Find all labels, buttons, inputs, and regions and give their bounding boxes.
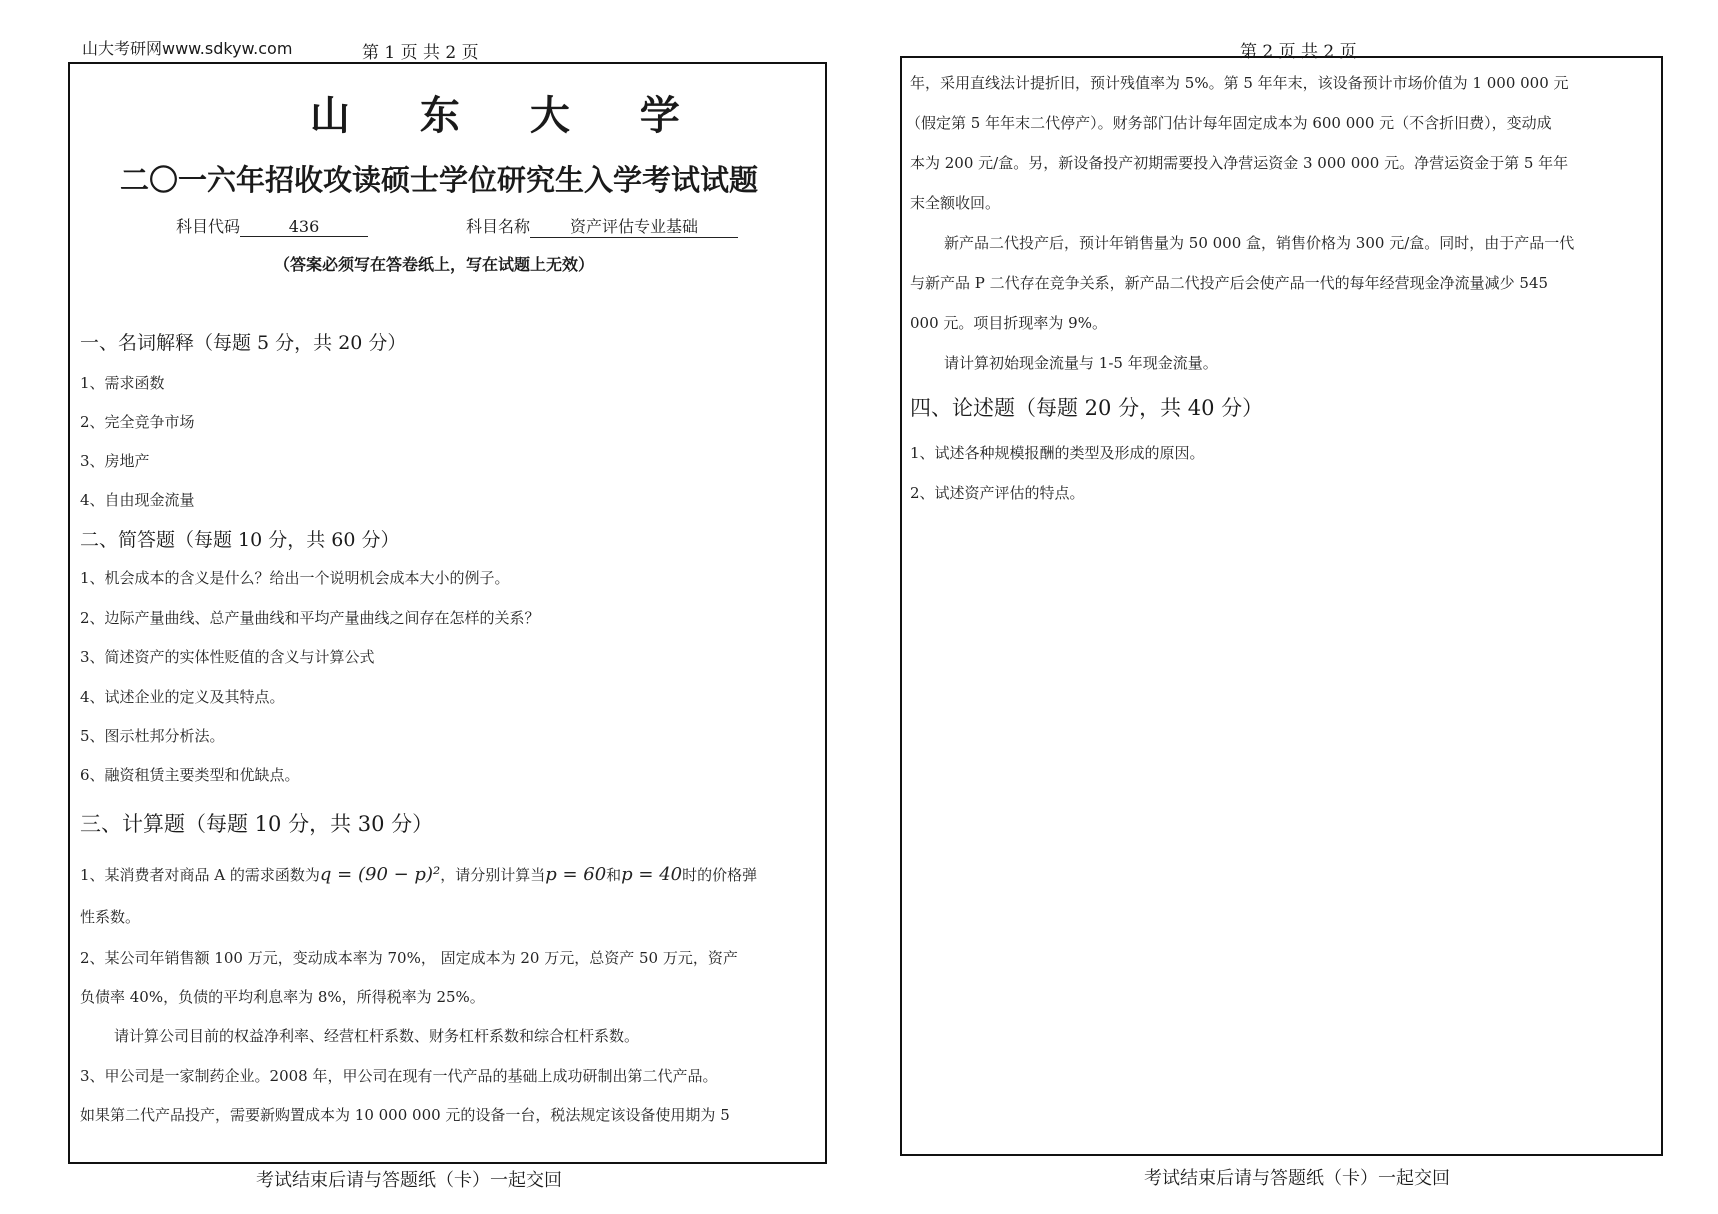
list-item: 4、试述企业的定义及其特点。 (80, 688, 285, 706)
university-title: 山 东 大 学 (310, 92, 708, 139)
question-3-3-line: 年，采用直线法计提折旧，预计残值率为 5%。第 5 年年末，该设备预计市场价值为 1 000 000 元 (910, 74, 1569, 92)
page-indicator-2: 第 2 页 共 2 页 (1240, 42, 1357, 62)
site-url: 山大考研网www.sdkyw.com (82, 39, 293, 58)
list-item: 3、简述资产的实体性贬值的含义与计算公式 (80, 648, 375, 666)
question-3-2-cont: 负债率 40%，负债的平均利息率为 8%，所得税率为 25%。 (80, 988, 485, 1006)
list-item: 2、完全竞争市场 (80, 413, 195, 431)
question-3-2: 2、某公司年销售额 100 万元，变动成本率为 70%， 固定成本为 20 万元，总资产 50 万元，资产 (80, 949, 738, 967)
q1-text: 时的价格弹 (682, 866, 758, 884)
q1-text: 和 (606, 866, 622, 884)
section-2-heading: 二、简答题（每题 10 分，共 60 分） (80, 529, 400, 551)
exam-page-2 (900, 56, 1663, 1156)
section-4-heading: 四、论述题（每题 20 分，共 40 分） (910, 396, 1264, 420)
list-item: 1、试述各种规模报酬的类型及形成的原因。 (910, 444, 1205, 462)
subject-code-label: 科目代码 (176, 217, 241, 236)
question-3-1-cont: 性系数。 (80, 908, 141, 926)
list-item: 5、图示杜邦分析法。 (80, 727, 225, 745)
exam-subtitle: 二〇一六年招收攻读硕士学位研究生入学考试试题 (120, 163, 759, 197)
exam-page-1 (68, 62, 827, 1164)
list-item: 1、需求函数 (80, 374, 165, 392)
list-item: 2、试述资产评估的特点。 (910, 484, 1085, 502)
question-3-3-task: 请计算初始现金流量与 1-5 年现金流量。 (944, 354, 1218, 372)
subject-code-value: 436 (240, 217, 368, 237)
footer-notice-2: 考试结束后请与答题纸（卡）一起交回 (1144, 1168, 1450, 1189)
list-item: 1、机会成本的含义是什么？给出一个说明机会成本大小的例子。 (80, 569, 510, 587)
price-formula-1: p = 60 (545, 864, 607, 885)
question-3-2-task: 请计算公司目前的权益净利率、经营杠杆系数、财务杠杆系数和综合杠杆系数。 (114, 1027, 640, 1045)
subject-code (176, 214, 368, 237)
answer-notice: （答案必须写在答卷纸上，写在试题上无效） (274, 255, 595, 274)
list-item: 2、边际产量曲线、总产量曲线和平均产量曲线之间存在怎样的关系？ (80, 609, 540, 627)
q1-text: 1、某消费者对商品 A 的需求函数为 (80, 866, 320, 884)
subject-name-label: 科目名称 (466, 217, 531, 236)
list-item: 3、房地产 (80, 452, 150, 470)
footer-notice-1: 考试结束后请与答题纸（卡）一起交回 (256, 1170, 562, 1191)
question-3-3-line: 末全额收回。 (910, 194, 1001, 212)
question-3-3-line: （假定第 5 年年末二代停产）。财务部门估计每年固定成本为 600 000 元（不含折旧费），变动成 (906, 114, 1552, 132)
question-3-3-line: 新产品二代投产后，预计年销售量为 50 000 盒，销售价格为 300 元/盒。同时，由于产品一代 (944, 234, 1575, 252)
price-formula-2: p = 40 (621, 864, 683, 885)
page-indicator-1: 第 1 页 共 2 页 (362, 43, 479, 63)
list-item: 4、自由现金流量 (80, 491, 195, 509)
section-1-heading: 一、名词解释（每题 5 分，共 20 分） (80, 332, 407, 354)
q1-text: ，请分别计算当 (440, 866, 546, 884)
list-item: 6、融资租赁主要类型和优缺点。 (80, 766, 300, 784)
demand-formula: q = (90 − p)² (319, 864, 441, 885)
section-3-heading: 三、计算题（每题 10 分，共 30 分） (80, 812, 434, 836)
question-3-3-line: 与新产品 P 二代存在竞争关系，新产品二代投产后会使产品一代的每年经营现金净流量减少 545 (910, 274, 1549, 292)
question-3-1 (80, 864, 757, 885)
question-3-3-line: 本为 200 元/盒。另，新设备投产初期需要投入净营运资金 3 000 000 元。净营运资金于第 5 年年 (910, 154, 1569, 172)
subject-name (466, 214, 738, 238)
question-3-3-line: 000 元。项目折现率为 9%。 (910, 314, 1107, 332)
subject-name-value: 资产评估专业基础 (530, 214, 738, 238)
question-3-3: 3、甲公司是一家制药企业。2008 年，甲公司在现有一代产品的基础上成功研制出第二代产品。 (80, 1067, 718, 1085)
question-3-3-cont: 如果第二代产品投产，需要新购置成本为 10 000 000 元的设备一台，税法规定该设备使用期为 5 (80, 1106, 730, 1124)
